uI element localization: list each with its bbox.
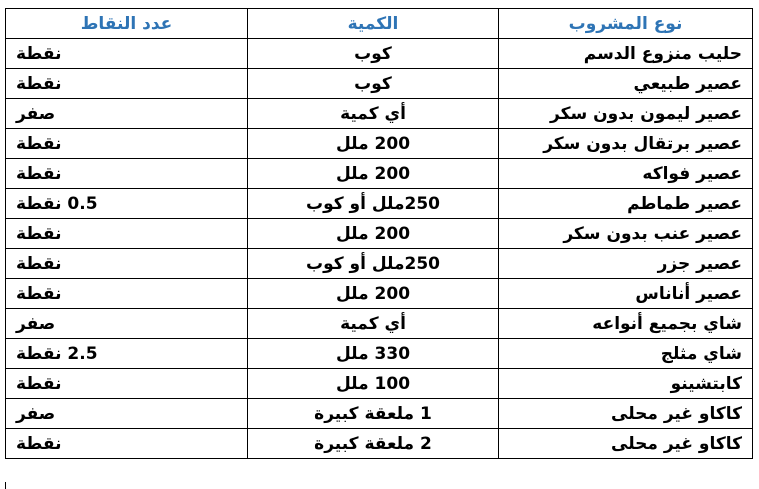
points-cell: 0.5 نقطة	[6, 189, 248, 219]
points-cell: نقطة	[6, 249, 248, 279]
quantity-cell: 200 ملل	[248, 219, 499, 249]
quantity-cell: 250ملل أو كوب	[248, 189, 499, 219]
drink-type-cell: عصير جزر	[499, 249, 753, 279]
table-row	[6, 189, 753, 219]
drink-type-cell: عصير طماطم	[499, 189, 753, 219]
drink-type-cell: عصير ليمون بدون سكر	[499, 99, 753, 129]
table-row	[6, 159, 753, 189]
drink-type-cell: كاكاو غير محلى	[499, 429, 753, 459]
points-cell: 2.5 نقطة	[6, 339, 248, 369]
quantity-cell: 200 ملل	[248, 279, 499, 309]
table-row	[6, 369, 753, 399]
table-row	[6, 249, 753, 279]
quantity-cell: 100 ملل	[248, 369, 499, 399]
quantity-cell: 330 ملل	[248, 339, 499, 369]
quantity-cell: كوب	[248, 39, 499, 69]
quantity-cell: 200 ملل	[248, 129, 499, 159]
quantity-cell: أي كمية	[248, 309, 499, 339]
points-cell: صفر	[6, 99, 248, 129]
table-row	[6, 39, 753, 69]
points-cell: نقطة	[6, 129, 248, 159]
table-row	[6, 399, 753, 429]
drink-type-cell: عصير طبيعي	[499, 69, 753, 99]
drink-type-cell: عصير برتقال بدون سكر	[499, 129, 753, 159]
drink-type-cell: كابتشينو	[499, 369, 753, 399]
drink-type-cell: شاي مثلج	[499, 339, 753, 369]
quantity-cell: كوب	[248, 69, 499, 99]
table-row	[6, 339, 753, 369]
table-row	[6, 219, 753, 249]
quantity-cell: أي كمية	[248, 99, 499, 129]
points-cell: نقطة	[6, 69, 248, 99]
table-row	[6, 429, 753, 459]
header-points: عدد النقاط	[6, 9, 248, 39]
drink-type-cell: عصير أناناس	[499, 279, 753, 309]
quantity-cell: 200 ملل	[248, 159, 499, 189]
quantity-cell: 2 ملعقة كبيرة	[248, 429, 499, 459]
drink-type-cell: كاكاو غير محلى	[499, 399, 753, 429]
table-row	[6, 279, 753, 309]
points-cell: نقطة	[6, 429, 248, 459]
drink-type-cell: عصير عنب بدون سكر	[499, 219, 753, 249]
quantity-cell: 250ملل أو كوب	[248, 249, 499, 279]
table-row	[6, 309, 753, 339]
drink-type-cell: عصير فواكه	[499, 159, 753, 189]
points-cell: نقطة	[6, 39, 248, 69]
drink-type-cell: شاي بجميع أنواعه	[499, 309, 753, 339]
table-body	[6, 39, 753, 459]
header-drink-type: نوع المشروب	[499, 9, 753, 39]
table-row	[6, 99, 753, 129]
quantity-cell: 1 ملعقة كبيرة	[248, 399, 499, 429]
points-cell: صفر	[6, 309, 248, 339]
points-cell: نقطة	[6, 159, 248, 189]
points-cell: نقطة	[6, 279, 248, 309]
table-row	[6, 129, 753, 159]
drinks-points-table	[5, 8, 753, 459]
points-cell: نقطة	[6, 219, 248, 249]
header-quantity: الكمية	[248, 9, 499, 39]
header-row	[6, 9, 753, 39]
drink-type-cell: حليب منزوع الدسم	[499, 39, 753, 69]
points-cell: صفر	[6, 399, 248, 429]
table-row	[6, 69, 753, 99]
points-cell: نقطة	[6, 369, 248, 399]
page-edge-line	[5, 482, 6, 489]
